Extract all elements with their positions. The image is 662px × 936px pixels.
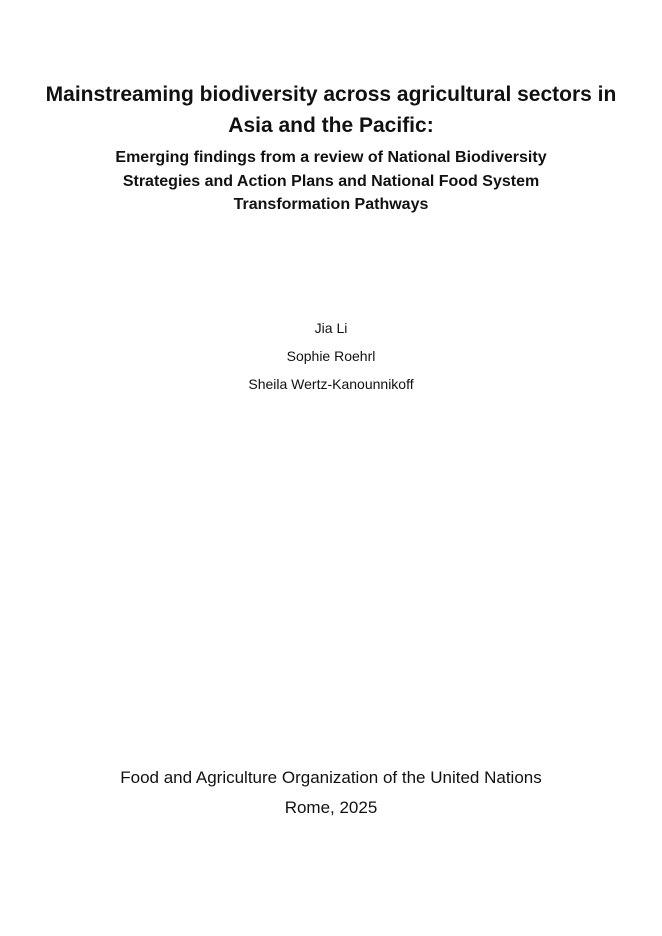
document-title: Mainstreaming biodiversity across agricultural sectors in Asia and the Pacific: bbox=[45, 83, 617, 137]
publisher-name: Food and Agriculture Organization of the United Nations bbox=[120, 768, 542, 787]
author-name: Sophie Roehrl bbox=[286, 348, 376, 364]
author-name: Jia Li bbox=[314, 320, 348, 336]
author-list bbox=[100, 314, 562, 398]
publication-place-year: Rome, 2025 bbox=[284, 798, 378, 817]
publisher-block bbox=[60, 763, 602, 823]
document-subtitle: Emerging findings from a review of National Biodiversity Strategies and Action Plans and National Food System Transformation Pathways bbox=[115, 149, 547, 213]
author-name: Sheila Wertz-Kanounnikoff bbox=[248, 376, 414, 392]
